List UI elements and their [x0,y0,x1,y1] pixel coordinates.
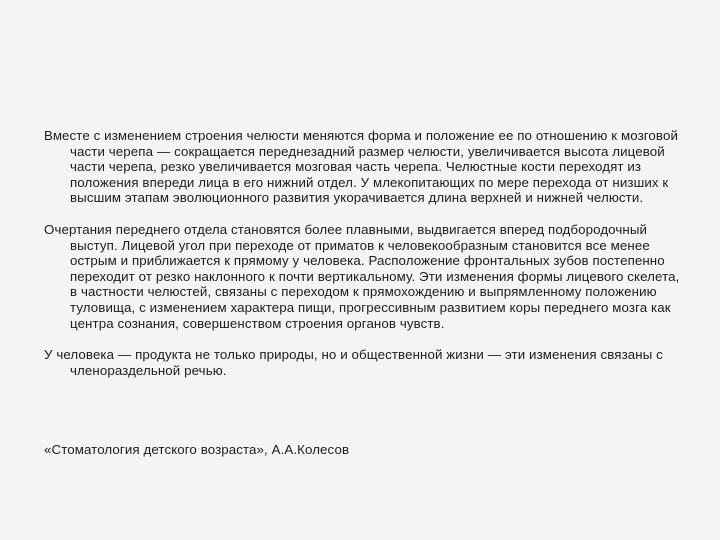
paragraph-jaw-changes: Вместе с изменением строения челюсти меняются форма и положение ее по отношению к мозговой части черепа — сокращается переднезадний размер челюсти, увеличивается высота лицевой части черепа, резко увеличивается мозговая часть черепа. Челюстные кости переходят из положения впереди лица в его нижний отдел. У млекопитающих по мере перехода от низших к высшим этапам эволюционного развития укорачивается длина верхней и нижней челюсти. [44,128,678,206]
body-text [44,128,684,378]
paragraph-face-outline: Очертания переднего отдела становятся более плавными, выдвигается вперед подбородочный выступ. Лицевой угол при переходе от приматов к человекообразным становится все менее острым и приближается к прямому у человека. Расположение фронтальных зубов постепенно переходит от резко наклонного к почти вертикальному. Эти изменения формы лицевого скелета, в частности челюстей, связаны с переходом к прямохождению и выпрямленному положению туловища, с изменением характера пищи, прогрессивным развитием коры переднего мозга как центра сознания, совершенством строения органов чувств. [44,221,680,331]
paragraph-human-speech: У человека — продукта не только природы, но и общественной жизни — эти изменения связаны с членораздельной речью. [44,347,663,378]
source-citation: «Стоматология детского возраста», А.А.Колесов [44,442,350,457]
